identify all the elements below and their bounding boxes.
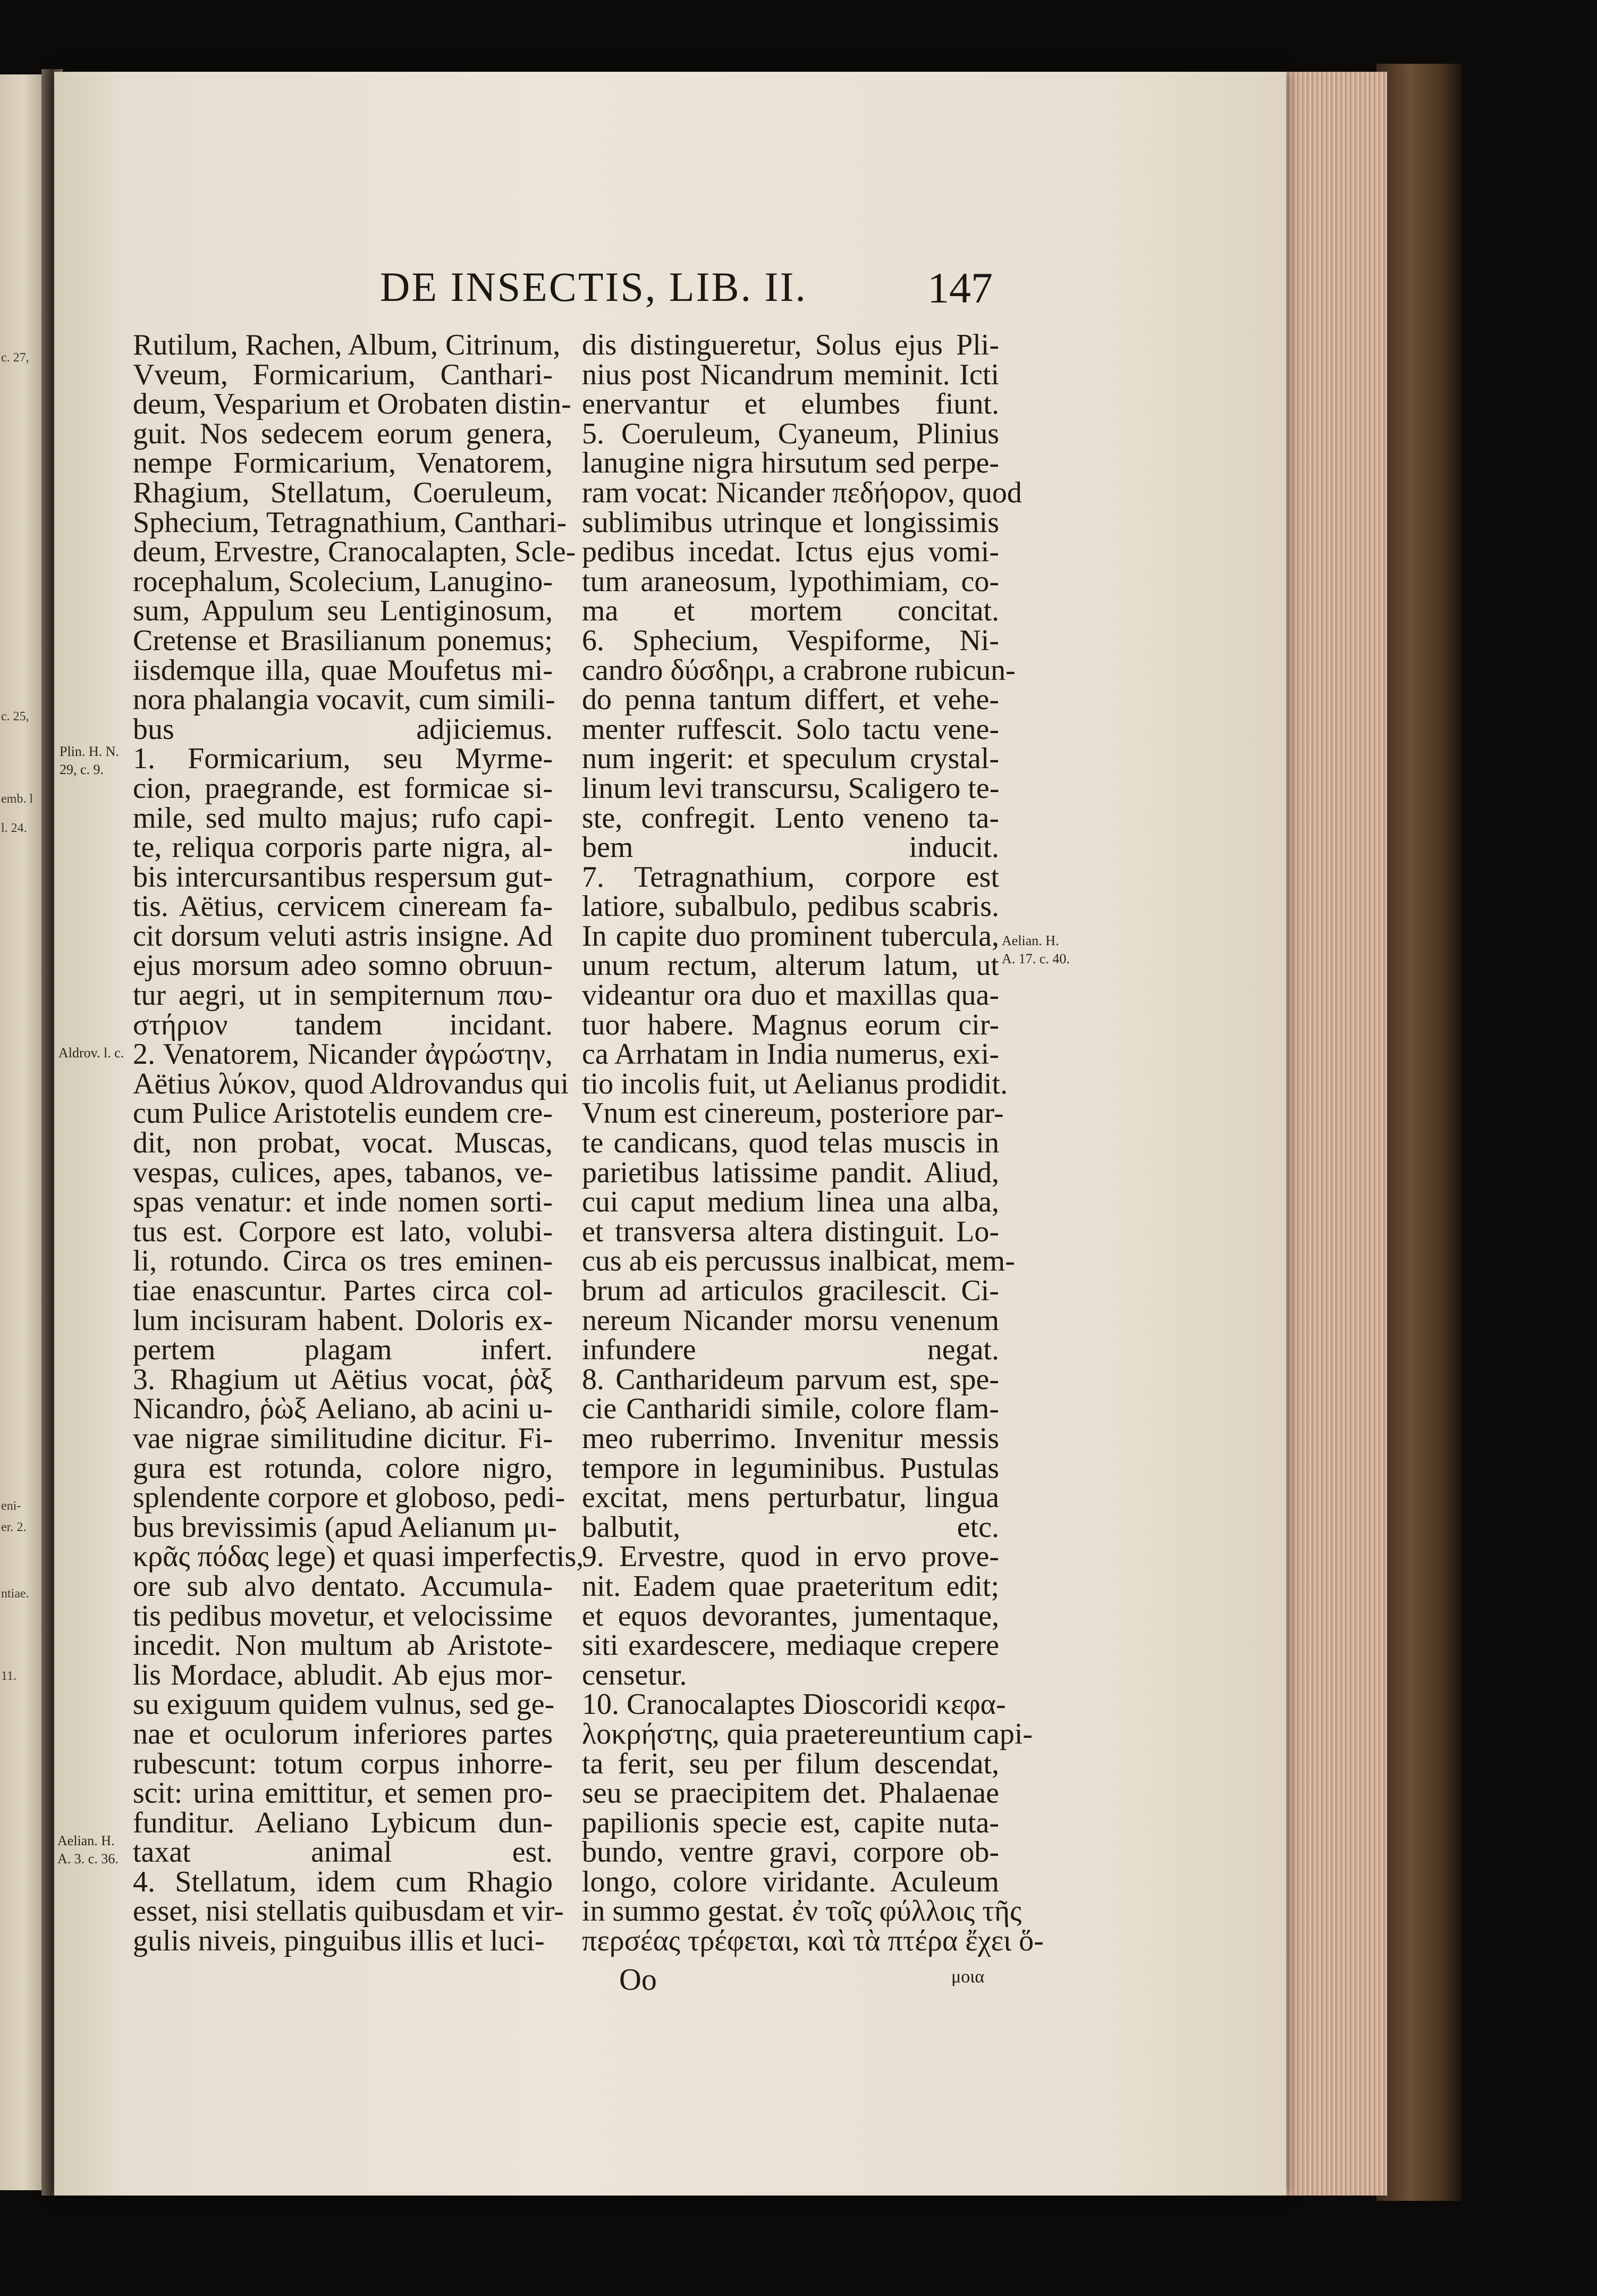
text-line: linum levi transcursu, Scaligero te- <box>582 771 1000 805</box>
text-line: 5. Coeruleum, Cyaneum, Plinius <box>582 417 999 450</box>
text-line: su exiguum quidem vulnus, sed ge- <box>133 1688 555 1721</box>
text-line: videantur ora duo et maxillas qua- <box>582 979 999 1012</box>
facing-page-note: eni- <box>1 1499 21 1513</box>
text-line: splendente corpore et globoso, pedi- <box>133 1481 565 1515</box>
text-line: et equos devorantes, jumentaque, <box>582 1599 999 1633</box>
facing-page-note: c. 27, <box>1 351 29 365</box>
text-line: nae et oculorum inferiores partes <box>133 1717 553 1751</box>
text-line: do penna tantum differt, et vehe- <box>582 683 999 717</box>
text-line: περσέας τρέφεται, καὶ τὰ πτέρα ἔχει ὅ- <box>582 1924 1044 1958</box>
text-line: tis pedibus movetur, et velocissime <box>133 1599 553 1633</box>
text-line: 9. Ervestre, quod in ervo prove- <box>582 1540 999 1574</box>
text-line: ste, confregit. Lento veneno ta- <box>582 801 999 835</box>
text-line: rocephalum, Scolecium, Lanugino- <box>133 565 553 598</box>
text-line: tempore in leguminibus. Pustulas <box>582 1451 999 1485</box>
text-line: deum, Ervestre, Cranocalapten, Scle- <box>133 535 576 569</box>
text-line: siti exardescere, mediaque crepere <box>582 1629 999 1662</box>
text-line: pertem plagam infert. <box>133 1333 553 1367</box>
text-line: et transversa altera distinguit. Lo- <box>582 1215 999 1248</box>
text-line: censetur. <box>582 1658 687 1692</box>
facing-page-note: ntiae. <box>1 1587 29 1601</box>
text-line: vae nigrae similitudine dicitur. Fi- <box>133 1422 553 1455</box>
running-head <box>56 263 1278 311</box>
text-line: κρᾶς πόδας lege) et quasi imperfectis, <box>133 1540 584 1574</box>
text-line: cum Pulice Aristotelis eundem cre- <box>133 1097 553 1130</box>
text-line: guit. Nos sedecem eorum genera, <box>133 417 553 450</box>
text-line: incedit. Non multum ab Aristote- <box>133 1629 553 1662</box>
text-line: ram vocat: Nicander πεδήορον, quod <box>582 476 1022 509</box>
text-line: Sphecium, Tetragnathium, Canthari- <box>133 506 567 539</box>
page-block-fore-edge <box>1275 72 1387 2196</box>
text-line: menter ruffescit. Solo tactu vene- <box>582 712 999 746</box>
text-line: longo, colore viridante. Aculeum <box>582 1865 999 1898</box>
text-line: 3. Rhagium ut Aëtius vocat, ῥὰξ <box>133 1363 553 1396</box>
text-line: tio incolis fuit, ut Aelianus prodidit. <box>582 1067 1008 1100</box>
text-line: ore sub alvo dentato. Accumula- <box>133 1569 553 1603</box>
book-cover-edge <box>1376 64 1461 2201</box>
text-line: vespas, culices, apes, tabanos, ve- <box>133 1156 553 1189</box>
text-line: rubescunt: totum corpus inhorre- <box>133 1747 553 1780</box>
text-line: 1. Formicarium, seu Myrme- <box>133 742 553 776</box>
text-line: pedibus incedat. Ictus ejus vomi- <box>582 535 999 569</box>
text-line: cion, praegrande, est formicae si- <box>133 771 553 805</box>
text-line: Rhagium, Stellatum, Coeruleum, <box>133 476 553 509</box>
text-line: enervantur et elumbes fiunt. <box>582 388 999 421</box>
facing-page-note: emb. l <box>1 792 33 806</box>
margin-note-plin <box>60 743 119 779</box>
text-line: li, rotundo. Circa os tres eminen- <box>133 1244 553 1278</box>
text-line: meo ruberrimo. Invenitur messis <box>582 1422 999 1455</box>
text-line: bus adjiciemus. <box>133 712 553 746</box>
facing-page-note: er. 2. <box>1 1520 27 1534</box>
text-line: Aëtius λύκον, quod Aldrovandus qui <box>133 1067 569 1100</box>
left-text-column <box>133 329 584 1958</box>
text-line: στήριον tandem incidant. <box>133 1008 553 1041</box>
margin-note-line: Aelian. H. <box>57 1833 115 1848</box>
catchword: μοια <box>951 1967 985 1987</box>
margin-note-aldrov: Aldrov. l. c. <box>58 1045 124 1061</box>
text-line: te, reliqua corporis parte nigra, al- <box>133 831 553 864</box>
text-line: parietibus latissime pandit. Aliud, <box>582 1156 999 1189</box>
text-line: ejus morsum adeo somno obruun- <box>133 949 553 982</box>
margin-note-line: A. 17. c. 40. <box>1002 951 1070 966</box>
text-line: gulis niveis, pinguibus illis et luci- <box>133 1924 545 1958</box>
running-head-title: DE INSECTIS, LIB. II. <box>380 264 807 310</box>
facing-page-note: 11. <box>1 1669 17 1683</box>
text-line: 10. Cranocalaptes Dioscoridi κεφα- <box>582 1688 1006 1721</box>
text-line: spas venatur: et inde nomen sorti- <box>133 1185 553 1219</box>
margin-note-line: A. 3. c. 36. <box>57 1851 119 1866</box>
text-line: esset, nisi stellatis quibusdam et vir- <box>133 1895 564 1928</box>
text-line: 2. Venatorem, Nicander ἀγρώστην, <box>133 1038 553 1071</box>
text-line: bem inducit. <box>582 831 999 864</box>
text-line: nius post Nicandrum meminit. Icti <box>582 358 999 391</box>
text-line: bus brevissimis (apud Aelianum μι- <box>133 1510 557 1544</box>
text-line: 6. Sphecium, Vespiforme, Ni- <box>582 624 999 657</box>
text-line: num ingerit: et speculum crystal- <box>582 742 999 776</box>
text-line: Vnum est cinereum, posteriore par- <box>582 1097 1004 1130</box>
text-line: ca Arrhatam in India numerus, exi- <box>582 1038 999 1071</box>
text-line: cit dorsum veluti astris insigne. Ad <box>133 919 553 953</box>
text-line: tur aegri, ut in sempiternum παυ- <box>133 979 553 1012</box>
text-line: seu se praecipitem det. Phalaenae <box>582 1777 999 1810</box>
text-line: Cretense et Brasilianum ponemus; <box>133 624 553 657</box>
facing-page-edge <box>0 74 43 2190</box>
text-line: te candicans, quod telas muscis in <box>582 1126 999 1160</box>
text-line: tum araneosum, lypothimiam, co- <box>582 565 999 598</box>
text-line: dis distingueretur, Solus ejus Pli- <box>582 329 999 361</box>
margin-note-line: Aelian. H. <box>1002 933 1059 948</box>
facing-page-note: c. 25, <box>1 710 29 724</box>
text-line: iisdemque illa, quae Moufetus mi- <box>133 653 553 687</box>
text-line: deum, Vesparium et Orobaten distin- <box>133 388 571 421</box>
text-line: 8. Cantharideum parvum est, spe- <box>582 1363 999 1396</box>
text-line: tiae enascuntur. Partes circa col- <box>133 1274 553 1307</box>
text-line: excitat, mens perturbatur, lingua <box>582 1481 999 1515</box>
text-line: Nicandro, ῥὼξ Aeliano, ab acini u- <box>133 1392 553 1426</box>
text-line: brum ad articulos gracilescit. Ci- <box>582 1274 999 1307</box>
text-line: lum incisuram habent. Doloris ex- <box>133 1303 553 1337</box>
text-line: cui caput medium linea una alba, <box>582 1185 999 1219</box>
text-line: λοκρήστης, quia praetereuntium capi- <box>582 1717 1033 1751</box>
text-line: In capite duo prominent tubercula, <box>582 919 999 953</box>
text-line: sublimibus utrinque et longissimis <box>582 506 999 539</box>
margin-note-aelian-right <box>1002 932 1070 968</box>
text-line: Rutilum, Rachen, Album, Citrinum, <box>133 329 561 361</box>
text-line: scit: urina emittitur, et semen pro- <box>133 1777 553 1810</box>
text-line: unum rectum, alterum latum, ut <box>582 949 999 982</box>
text-line: cie Cantharidi simile, colore flam- <box>582 1392 999 1426</box>
text-line: 7. Tetragnathium, corpore est <box>582 860 999 894</box>
facing-page-note: l. 24. <box>1 821 27 835</box>
text-line: ta ferit, seu per filum descendat, <box>582 1747 999 1780</box>
page-number: 147 <box>927 264 993 312</box>
text-line: latiore, subalbulo, pedibus scabris. <box>582 890 999 923</box>
text-line: bundo, ventre gravi, corpore ob- <box>582 1836 999 1869</box>
text-line: tuor habere. Magnus eorum cir- <box>582 1008 999 1041</box>
margin-note-line: Plin. H. N. <box>60 744 119 759</box>
text-line: bis intercursantibus respersum gut- <box>133 860 553 894</box>
text-line: dit, non probat, vocat. Muscas, <box>133 1126 553 1160</box>
text-line: tis. Aëtius, cervicem cineream fa- <box>133 890 553 923</box>
text-line: nora phalangia vocavit, cum simili- <box>133 683 555 717</box>
text-line: papilionis specie est, capite nuta- <box>582 1806 999 1839</box>
text-line: sum, Appulum seu Lentiginosum, <box>133 594 553 628</box>
text-line: ma et mortem concitat. <box>582 594 999 628</box>
text-line: funditur. Aeliano Lybicum dun- <box>133 1806 553 1839</box>
text-line: mile, sed multo majus; rufo capi- <box>133 801 553 835</box>
margin-note-aelian-left <box>57 1832 119 1868</box>
text-line: nempe Formicarium, Venatorem, <box>133 447 553 480</box>
text-line: tus est. Corpore est lato, volubi- <box>133 1215 553 1248</box>
text-line: cus ab eis percussus inalbicat, mem- <box>582 1244 1015 1278</box>
text-line: gura est rotunda, colore nigro, <box>133 1451 553 1485</box>
text-line: lis Mordace, abludit. Ab ejus mor- <box>133 1658 553 1692</box>
text-line: lanugine nigra hirsutum sed perpe- <box>582 447 999 480</box>
text-line: 4. Stellatum, idem cum Rhagio <box>133 1865 553 1898</box>
margin-note-line: 29, c. 9. <box>60 762 104 777</box>
signature-mark: Oo <box>619 1962 657 1997</box>
text-line: in summo gestat. ἐν τοῖς φύλλοις τῆς <box>582 1895 1022 1928</box>
text-line: balbutit, etc. <box>582 1510 999 1544</box>
text-line: nereum Nicander morsu venenum <box>582 1303 999 1337</box>
text-line: infundere negat. <box>582 1333 999 1367</box>
text-line: Vveum, Formicarium, Canthari- <box>133 358 553 391</box>
text-line: candro δύσδηρι, a crabrone rubicun- <box>582 653 1016 687</box>
text-line: nit. Eadem quae praeteritum edit; <box>582 1569 999 1603</box>
text-line: taxat animal est. <box>133 1836 553 1869</box>
